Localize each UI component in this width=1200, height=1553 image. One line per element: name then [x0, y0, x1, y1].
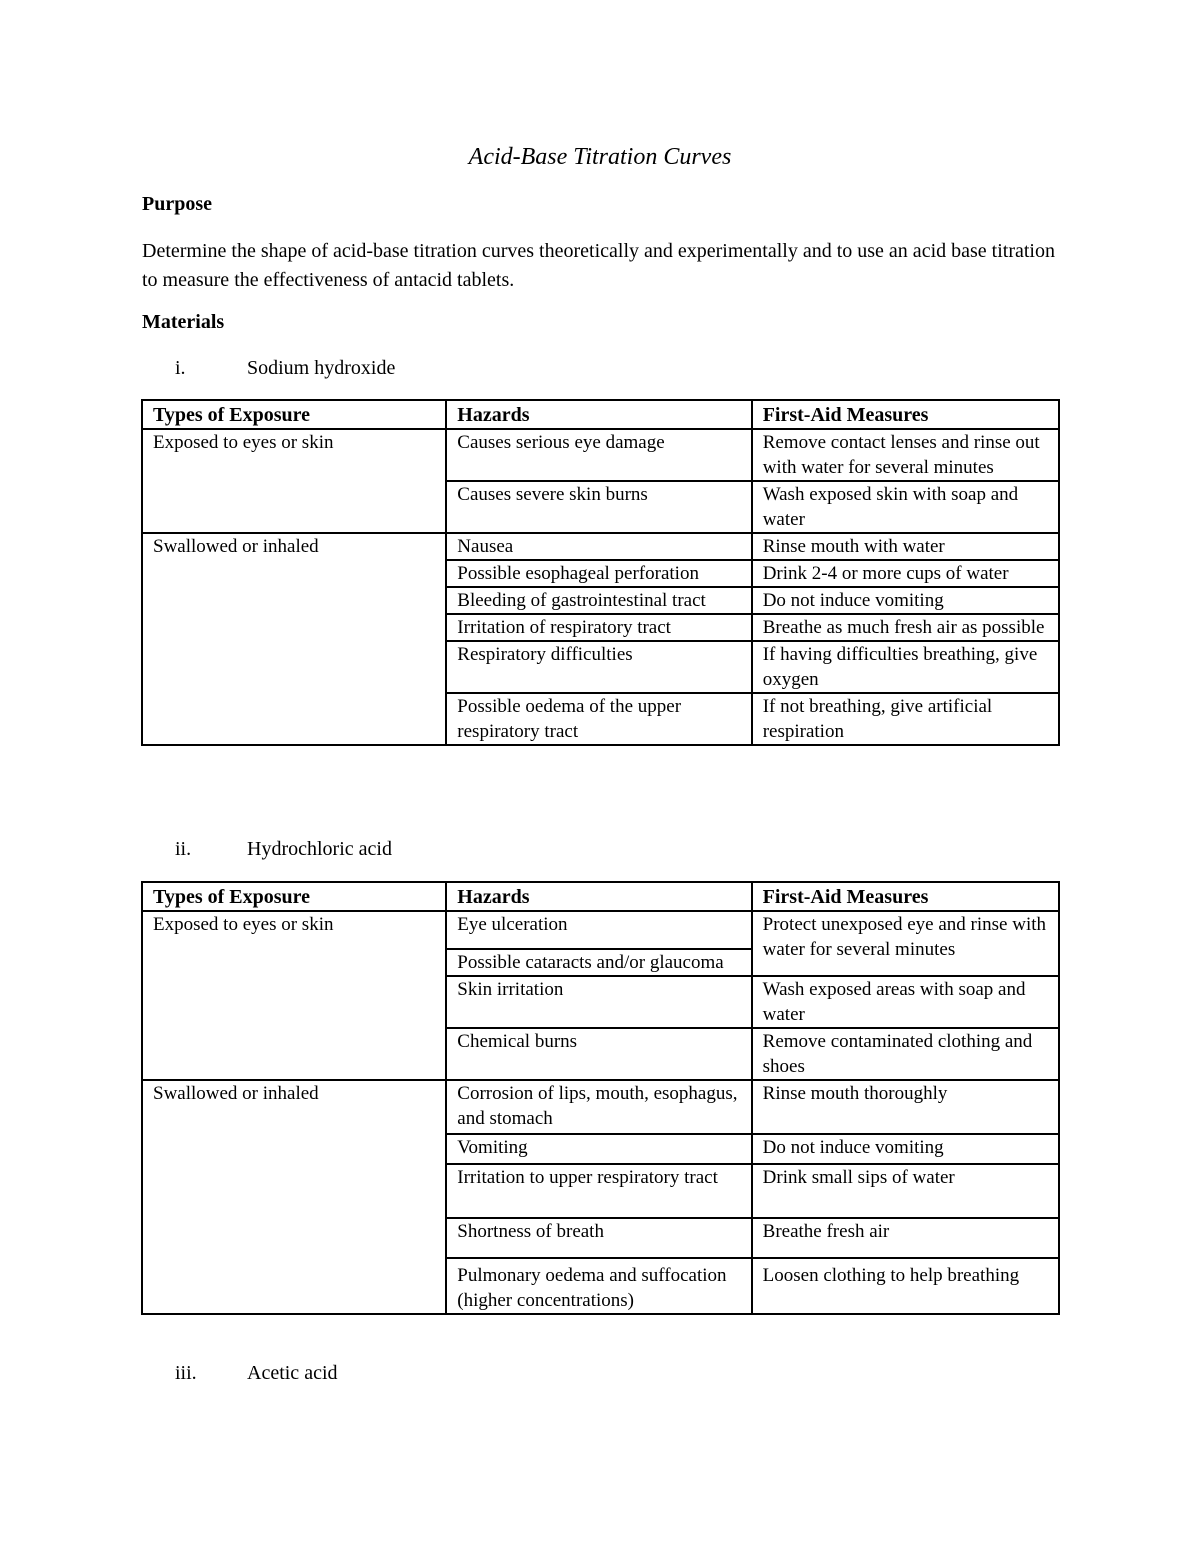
first-aid-cell: Drink 2-4 or more cups of water: [752, 560, 1059, 587]
hazard-cell: Possible esophageal perforation: [446, 560, 751, 587]
material-item-sodium-hydroxide: [175, 357, 395, 380]
sodium-hydroxide-hazard-table: [141, 399, 1060, 746]
hazard-cell: Corrosion of lips, mouth, esophagus, and stomach: [446, 1080, 751, 1134]
hazard-cell: Shortness of breath: [446, 1218, 751, 1258]
first-aid-cell: Do not induce vomiting: [752, 587, 1059, 614]
hazard-cell: Causes severe skin burns: [446, 481, 751, 533]
materials-heading: Materials: [142, 311, 225, 333]
hazard-cell: Chemical burns: [446, 1028, 751, 1080]
table-row: [142, 533, 1059, 560]
first-aid-cell: Wash exposed areas with soap and water: [752, 976, 1059, 1028]
list-number: ii.: [175, 838, 192, 860]
table-row: [142, 429, 1059, 481]
first-aid-cell: Remove contact lenses and rinse out with water for several minutes: [752, 429, 1059, 481]
exposure-cell: Exposed to eyes or skin: [142, 429, 446, 533]
header-first-aid: First-Aid Measures: [752, 400, 1059, 429]
first-aid-cell: Breathe as much fresh air as possible: [752, 614, 1059, 641]
first-aid-cell: Remove contaminated clothing and shoes: [752, 1028, 1059, 1080]
list-number: iii.: [175, 1362, 197, 1384]
header-exposure: Types of Exposure: [142, 882, 446, 911]
hazard-cell: Irritation of respiratory tract: [446, 614, 751, 641]
hazard-cell: Bleeding of gastrointestinal tract: [446, 587, 751, 614]
list-number: i.: [175, 357, 186, 379]
first-aid-cell: If having difficulties breathing, give oxygen: [752, 641, 1059, 693]
table-header-row: [142, 882, 1059, 911]
hazard-cell: Eye ulceration: [446, 911, 751, 949]
header-hazards: Hazards: [446, 882, 751, 911]
table-row: [142, 911, 1059, 949]
first-aid-cell: Loosen clothing to help breathing: [752, 1258, 1059, 1314]
exposure-cell: Swallowed or inhaled: [142, 533, 446, 745]
material-name: Sodium hydroxide: [247, 357, 396, 379]
hazard-cell: Skin irritation: [446, 976, 751, 1028]
hazard-cell: Causes serious eye damage: [446, 429, 751, 481]
hazard-cell: Possible oedema of the upper respiratory tract: [446, 693, 751, 745]
hazard-cell: Possible cataracts and/or glaucoma: [446, 949, 751, 976]
hazard-cell: Nausea: [446, 533, 751, 560]
hydrochloric-acid-hazard-table: [141, 881, 1060, 1315]
exposure-cell: Swallowed or inhaled: [142, 1080, 446, 1314]
first-aid-cell: Wash exposed skin with soap and water: [752, 481, 1059, 533]
hazard-cell: Vomiting: [446, 1134, 751, 1164]
first-aid-cell: Protect unexposed eye and rinse with water for several minutes: [752, 911, 1059, 976]
first-aid-cell: Rinse mouth thoroughly: [752, 1080, 1059, 1134]
header-hazards: Hazards: [446, 400, 751, 429]
first-aid-cell: Do not induce vomiting: [752, 1134, 1059, 1164]
hazard-cell: Respiratory difficulties: [446, 641, 751, 693]
first-aid-cell: Drink small sips of water: [752, 1164, 1059, 1218]
hazard-cell: Pulmonary oedema and suffocation (higher concentrations): [446, 1258, 751, 1314]
purpose-heading: Purpose: [142, 193, 212, 215]
first-aid-cell: If not breathing, give artificial respiration: [752, 693, 1059, 745]
table-row: [142, 1080, 1059, 1134]
material-item-hydrochloric-acid: [175, 838, 392, 861]
hazard-cell: Irritation to upper respiratory tract: [446, 1164, 751, 1218]
page-title: Acid-Base Titration Curves: [468, 144, 732, 170]
exposure-cell: Exposed to eyes or skin: [142, 911, 446, 1080]
first-aid-cell: Rinse mouth with water: [752, 533, 1059, 560]
material-item-acetic-acid: [175, 1362, 338, 1385]
material-name: Hydrochloric acid: [247, 838, 392, 860]
first-aid-cell: Breathe fresh air: [752, 1218, 1059, 1258]
header-first-aid: First-Aid Measures: [752, 882, 1059, 911]
header-exposure: Types of Exposure: [142, 400, 446, 429]
table-header-row: [142, 400, 1059, 429]
material-name: Acetic acid: [247, 1362, 338, 1384]
purpose-text: Determine the shape of acid-base titration curves theoretically and experimentally and to use an acid base titration to measure the effectiveness of antacid tablets.: [142, 240, 1055, 291]
